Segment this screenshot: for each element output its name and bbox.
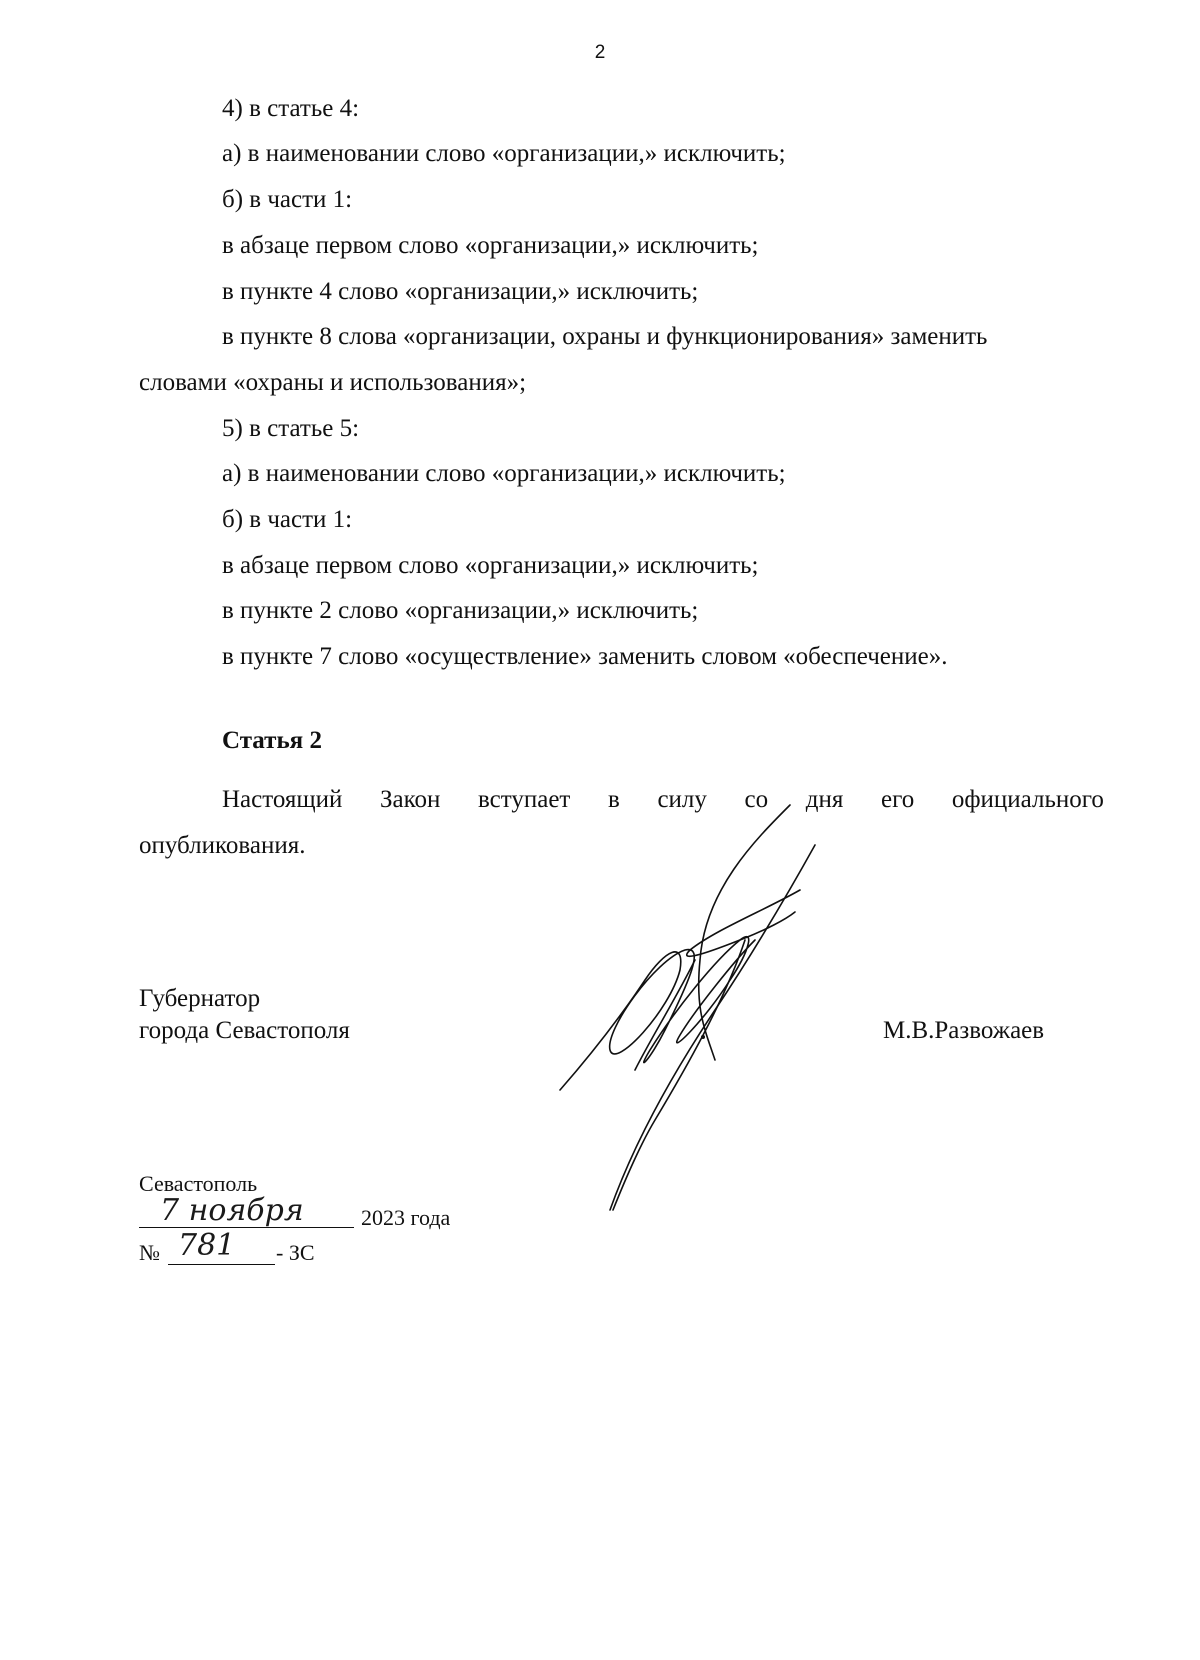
number-prefix: № bbox=[139, 1240, 160, 1265]
amendment-line: в пункте 2 слово «организации,» исключить; bbox=[222, 597, 699, 624]
number-suffix: - ЗС bbox=[276, 1240, 315, 1265]
article-word: Настоящий bbox=[222, 786, 343, 813]
article-word: Закон bbox=[380, 786, 441, 813]
amendment-line: в пункте 4 слово «организации,» исключить; bbox=[222, 278, 699, 305]
article-word: со bbox=[744, 786, 769, 813]
article-word: силу bbox=[657, 786, 707, 813]
article-word: его bbox=[880, 786, 915, 813]
amendment-line: б) в части 1: bbox=[222, 506, 353, 533]
amendment-line: в абзаце первом слово «организации,» исключить; bbox=[222, 552, 759, 579]
amendment-line: 4) в статье 4: bbox=[222, 95, 360, 122]
footer-city: Севастополь bbox=[139, 1171, 258, 1196]
amendment-line: в абзаце первом слово «организации,» исключить; bbox=[222, 232, 759, 259]
number-handwritten: 781 bbox=[178, 1228, 236, 1263]
article-word: дня bbox=[805, 786, 844, 813]
amendment-line: а) в наименовании слово «организации,» исключить; bbox=[222, 460, 786, 487]
amendment-line: 5) в статье 5: bbox=[222, 415, 360, 442]
article-word: официального bbox=[951, 786, 1104, 813]
article-word: в bbox=[608, 786, 620, 813]
amendment-line: а) в наименовании слово «организации,» исключить; bbox=[222, 140, 786, 167]
date-year: 2023 года bbox=[361, 1205, 451, 1230]
signatory-name: М.В.Развожаев bbox=[883, 1017, 1045, 1044]
date-handwritten: 7 ноября bbox=[160, 1193, 304, 1228]
amendment-line: б) в части 1: bbox=[222, 186, 353, 213]
page-number: 2 bbox=[594, 42, 606, 63]
article-word: вступает bbox=[478, 786, 571, 813]
signatory-title-line1: Губернатор bbox=[139, 985, 261, 1012]
amendment-line: в пункте 7 слово «осуществление» заменить словом «обеспечение». bbox=[222, 643, 948, 670]
article-heading: Статья 2 bbox=[222, 727, 322, 754]
handwritten-signature bbox=[555, 800, 835, 1220]
signatory-title-line2: города Севастополя bbox=[139, 1017, 350, 1044]
number-underline bbox=[168, 1264, 275, 1265]
amendment-line: в пункте 8 слова «организации, охраны и функционирования» заменить bbox=[222, 323, 988, 350]
article-body-continuation: опубликования. bbox=[139, 832, 306, 859]
amendment-line: словами «охраны и использования»; bbox=[139, 369, 527, 396]
